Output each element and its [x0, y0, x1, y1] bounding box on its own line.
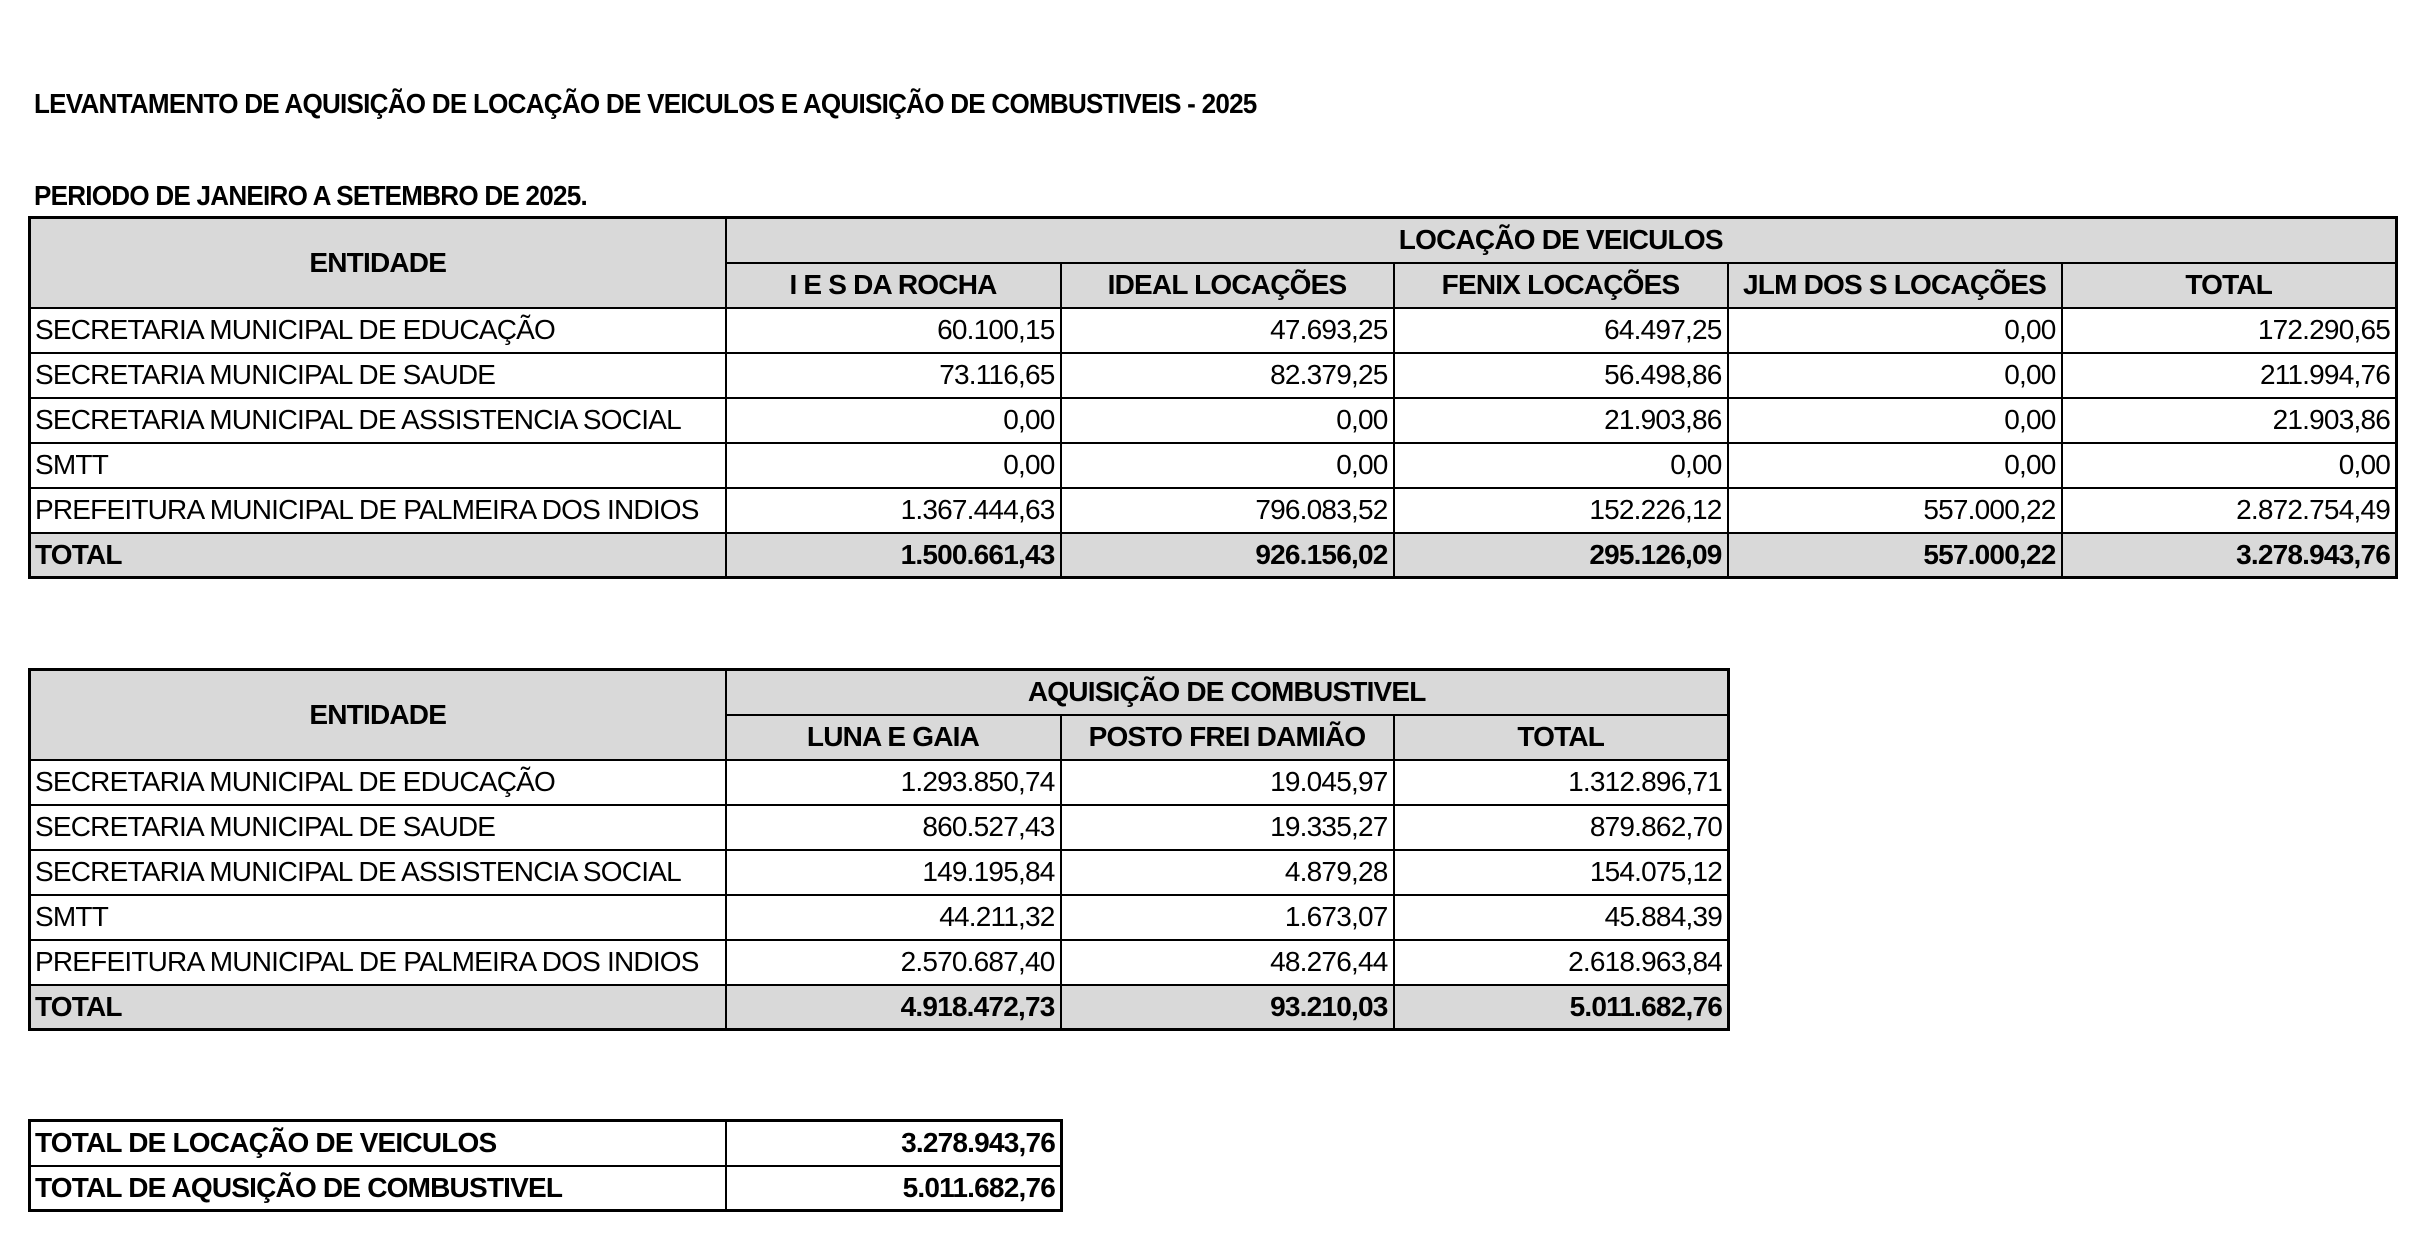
value-cell: 0,00 — [726, 398, 1061, 443]
value-cell: 172.290,65 — [2062, 308, 2397, 353]
total-row — [30, 533, 2397, 578]
table-row — [30, 398, 2397, 443]
value-cell: 0,00 — [1728, 443, 2062, 488]
table-row — [30, 308, 2397, 353]
entity-name: PREFEITURA MUNICIPAL DE PALMEIRA DOS INDIOS — [30, 488, 726, 533]
table-row — [30, 940, 1729, 985]
group-header: AQUISIÇÃO DE COMBUSTIVEL — [726, 670, 1729, 715]
total-value: 5.011.682,76 — [1394, 985, 1729, 1030]
total-value: 295.126,09 — [1394, 533, 1728, 578]
column-header: LUNA E GAIA — [726, 715, 1061, 760]
entity-header: ENTIDADE — [30, 670, 726, 760]
value-cell: 56.498,86 — [1394, 353, 1728, 398]
entity-name: SECRETARIA MUNICIPAL DE SAUDE — [30, 353, 726, 398]
total-label: TOTAL — [30, 985, 726, 1030]
entity-name: SECRETARIA MUNICIPAL DE EDUCAÇÃO — [30, 308, 726, 353]
value-cell: 44.211,32 — [726, 895, 1061, 940]
total-value: 557.000,22 — [1728, 533, 2062, 578]
value-cell: 19.335,27 — [1061, 805, 1394, 850]
column-header: IDEAL LOCAÇÕES — [1061, 263, 1394, 308]
group-header: LOCAÇÃO DE VEICULOS — [726, 218, 2397, 263]
value-cell: 211.994,76 — [2062, 353, 2397, 398]
total-value: 4.918.472,73 — [726, 985, 1061, 1030]
entity-name: SMTT — [30, 443, 726, 488]
value-cell: 2.618.963,84 — [1394, 940, 1729, 985]
table-row — [30, 353, 2397, 398]
summary-table — [28, 1119, 1063, 1212]
total-value: 3.278.943,76 — [2062, 533, 2397, 578]
value-cell: 21.903,86 — [2062, 398, 2397, 443]
column-header: TOTAL — [2062, 263, 2397, 308]
value-cell: 860.527,43 — [726, 805, 1061, 850]
value-cell: 0,00 — [1728, 353, 2062, 398]
value-cell: 154.075,12 — [1394, 850, 1729, 895]
summary-value: 5.011.682,76 — [726, 1166, 1062, 1211]
table-row — [30, 443, 2397, 488]
value-cell: 82.379,25 — [1061, 353, 1394, 398]
value-cell: 19.045,97 — [1061, 760, 1394, 805]
value-cell: 1.367.444,63 — [726, 488, 1061, 533]
value-cell: 879.862,70 — [1394, 805, 1729, 850]
value-cell: 45.884,39 — [1394, 895, 1729, 940]
period-label: PERIODO DE JANEIRO A SETEMBRO DE 2025. — [34, 180, 587, 211]
value-cell: 47.693,25 — [1061, 308, 1394, 353]
value-cell: 0,00 — [1728, 398, 2062, 443]
value-cell: 149.195,84 — [726, 850, 1061, 895]
value-cell: 60.100,15 — [726, 308, 1061, 353]
total-row — [30, 985, 1729, 1030]
value-cell: 1.673,07 — [1061, 895, 1394, 940]
table-row — [30, 488, 2397, 533]
summary-row — [30, 1166, 1062, 1211]
value-cell: 0,00 — [726, 443, 1061, 488]
entity-name: SECRETARIA MUNICIPAL DE SAUDE — [30, 805, 726, 850]
value-cell: 73.116,65 — [726, 353, 1061, 398]
column-header: JLM DOS S LOCAÇÕES — [1728, 263, 2062, 308]
entity-name: PREFEITURA MUNICIPAL DE PALMEIRA DOS INDIOS — [30, 940, 726, 985]
value-cell: 64.497,25 — [1394, 308, 1728, 353]
value-cell: 0,00 — [1061, 398, 1394, 443]
value-cell: 152.226,12 — [1394, 488, 1728, 533]
value-cell: 4.879,28 — [1061, 850, 1394, 895]
total-label: TOTAL — [30, 533, 726, 578]
entity-name: SMTT — [30, 895, 726, 940]
column-header: TOTAL — [1394, 715, 1729, 760]
value-cell: 21.903,86 — [1394, 398, 1728, 443]
value-cell: 796.083,52 — [1061, 488, 1394, 533]
summary-value: 3.278.943,76 — [726, 1121, 1062, 1166]
summary-row — [30, 1121, 1062, 1166]
value-cell: 0,00 — [2062, 443, 2397, 488]
value-cell: 557.000,22 — [1728, 488, 2062, 533]
summary-label: TOTAL DE LOCAÇÃO DE VEICULOS — [30, 1121, 726, 1166]
value-cell: 2.872.754,49 — [2062, 488, 2397, 533]
table-row — [30, 850, 1729, 895]
entity-name: SECRETARIA MUNICIPAL DE ASSISTENCIA SOCIAL — [30, 850, 726, 895]
table-row — [30, 760, 1729, 805]
entity-header: ENTIDADE — [30, 218, 726, 308]
fuel-acquisition-table — [28, 668, 1730, 1031]
summary-label: TOTAL DE AQUSIÇÃO DE COMBUSTIVEL — [30, 1166, 726, 1211]
value-cell: 0,00 — [1728, 308, 2062, 353]
table-row — [30, 805, 1729, 850]
value-cell: 1.293.850,74 — [726, 760, 1061, 805]
vehicle-rental-table — [28, 216, 2398, 579]
column-header: POSTO FREI DAMIÃO — [1061, 715, 1394, 760]
entity-name: SECRETARIA MUNICIPAL DE EDUCAÇÃO — [30, 760, 726, 805]
total-value: 1.500.661,43 — [726, 533, 1061, 578]
table-row — [30, 895, 1729, 940]
column-header: FENIX LOCAÇÕES — [1394, 263, 1728, 308]
value-cell: 0,00 — [1061, 443, 1394, 488]
total-value: 926.156,02 — [1061, 533, 1394, 578]
document-title: LEVANTAMENTO DE AQUISIÇÃO DE LOCAÇÃO DE VEICULOS E AQUISIÇÃO DE COMBUSTIVEIS - 2025 — [34, 88, 1257, 119]
column-header: I E S DA ROCHA — [726, 263, 1061, 308]
value-cell: 1.312.896,71 — [1394, 760, 1729, 805]
value-cell: 0,00 — [1394, 443, 1728, 488]
value-cell: 2.570.687,40 — [726, 940, 1061, 985]
total-value: 93.210,03 — [1061, 985, 1394, 1030]
entity-name: SECRETARIA MUNICIPAL DE ASSISTENCIA SOCIAL — [30, 398, 726, 443]
value-cell: 48.276,44 — [1061, 940, 1394, 985]
